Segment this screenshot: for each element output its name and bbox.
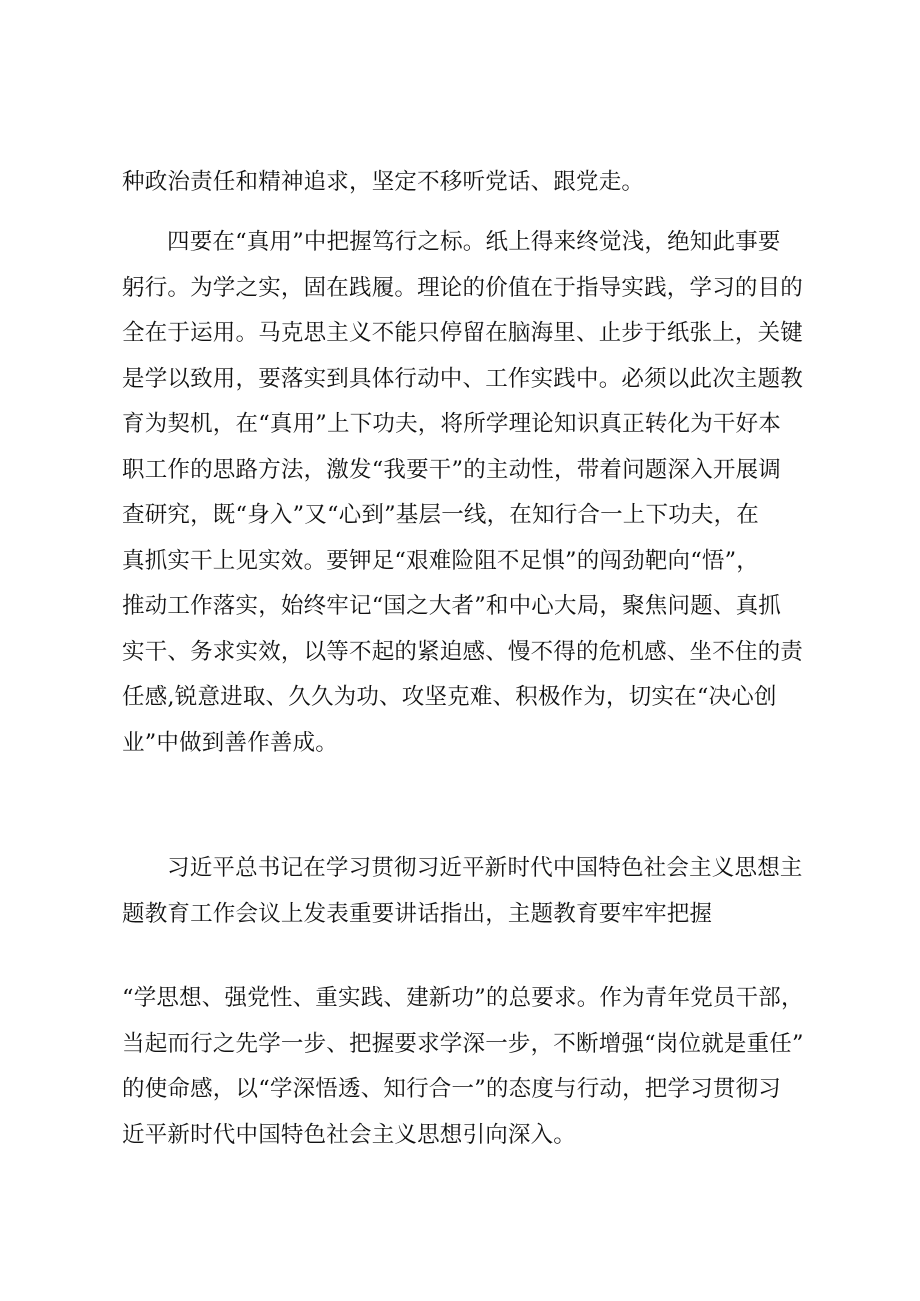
paragraph-line: 任感,锐意进取、久久为功、攻坚克难、积极作为，切实在“决心创 [122,684,777,710]
paragraph-line: 种政治责任和精神追求，坚定不移听党话、跟党走。 [122,169,645,195]
paragraph-line: 躬行。为学之实，固在践履。理论的价值在于指导实践，学习的目的 [122,274,804,301]
paragraph-line: 四要在“真用”中把握笃行之标。纸上得来终觉浅，绝知此事要 [167,229,781,255]
paragraph-line: 的使命感，以“学深悟透、知行合一”的态度与行动，把学习贯彻习 [122,1076,782,1102]
paragraph-line: 当起而行之先学一步、把握要求学深一步，不断增强“岗位就是重任” [122,1030,804,1057]
paragraph-line: 题教育工作会议上发表重要讲话指出，主题教育要牢牢把握 [122,900,713,927]
paragraph-line: 育为契机，在“真用”上下功夫，将所学理论知识真正转化为干好本 [122,411,782,437]
paragraph-line: “学思想、强党性、重实践、建新功”的总要求。作为青年党员干部， [122,985,804,1011]
paragraph-line: 全在于运用。马克思主义不能只停留在脑海里、止步于纸张上，关键 [122,320,804,346]
paragraph-line: 真抓实干上见实效。要钾足“艰难险阻不足惧”的闯劲靶向“悟”， [122,547,760,574]
paragraph-speech-intro [122,846,812,937]
paragraph-general-requirements [122,976,812,1158]
paragraph-four-requirements [122,220,812,766]
paragraph-line: 推动工作落实，始终牢记“国之大者”和中心大局，聚焦问题、真抓 [122,593,782,619]
paragraph-line: 习近平总书记在学习贯彻习近平新时代中国特色社会主义思想主 [167,855,803,881]
paragraph-line: 查研究，既“身入”又“心到”基层一线，在知行合一上下功夫，在 [122,502,760,528]
paragraph-continuation [122,160,812,206]
paragraph-line: 实干、务求实效，以等不起的紧迫感、慢不得的危机感、坐不住的责 [122,638,804,665]
paragraph-line: 近平新时代中国特色社会主义思想引向深入。 [122,1121,577,1148]
paragraph-line: 业”中做到善作善成。 [122,729,339,756]
paragraph-line: 职工作的思路方法，激发“我要干”的主动性，带着问题深入开展调 [122,456,782,483]
paragraph-line: 是学以致用，要落实到具体行动中、工作实践中。必须以此次主题教 [122,365,804,392]
